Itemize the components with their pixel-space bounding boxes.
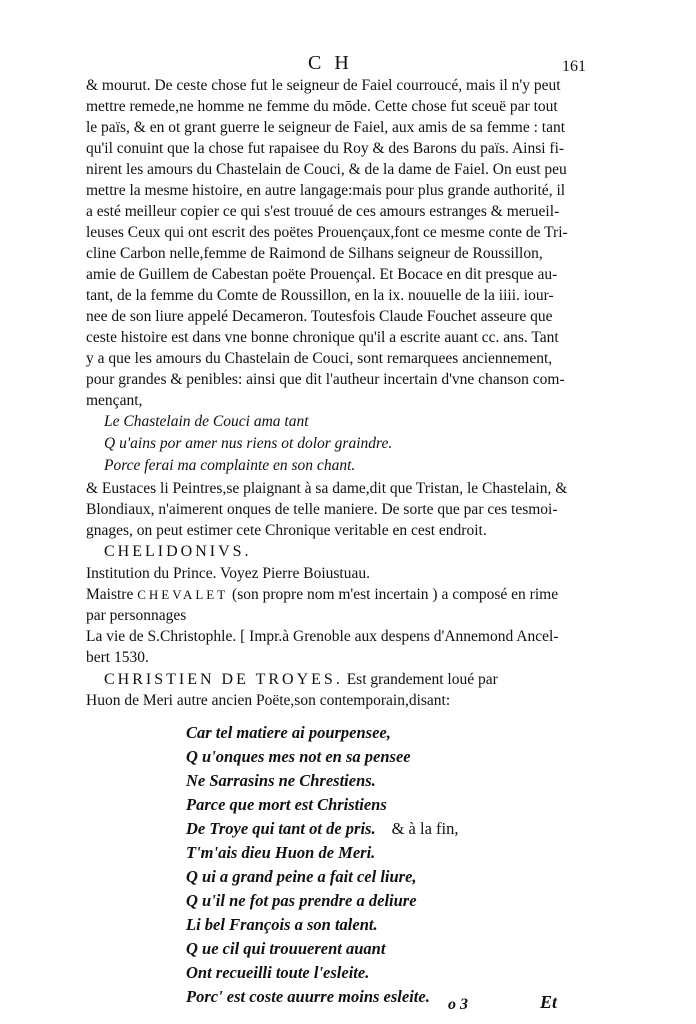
body-line: nirent les amours du Chastelain de Couci, & de la dame de Faiel. On eust peu xyxy=(86,161,567,178)
entry-text: (son propre nom m'est incertain ) a composé en rime xyxy=(228,586,559,603)
entry-text: par personnages xyxy=(86,607,187,624)
verse-line: Q u'ains por amer nus riens ot dolor graindre. xyxy=(104,435,393,452)
entry-chevalet xyxy=(86,585,558,605)
body-line: le païs, & en ot grant guerre le seigneur de Faiel, aux amis de sa femme : tant xyxy=(86,119,566,136)
verse-line: Q ui a grand peine a fait cel liure, xyxy=(186,867,417,886)
catchword: Et xyxy=(540,992,558,1012)
verse-line: Le Chastelain de Couci ama tant xyxy=(104,413,309,430)
verse-line: Li bel François a son talent. xyxy=(186,915,378,934)
entry-text: bert 1530. xyxy=(86,649,149,666)
body-line: nee de son liure appelé Decameron. Toutesfois Claude Fouchet asseure que xyxy=(86,308,553,325)
signature-mark: o 3 xyxy=(448,996,468,1013)
entry-heading-chevalet: CHEVALET xyxy=(137,587,229,602)
verse-line: Ont recueilli toute l'esleite. xyxy=(186,963,370,982)
body-line: mençant, xyxy=(86,392,143,409)
body-line: Blondiaux, n'aimerent onques de telle maniere. De sorte que par ces tesmoi- xyxy=(86,501,558,518)
body-line: cline Carbon nelle,femme de Raimond de Silhans seigneur de Roussillon, xyxy=(86,245,543,262)
body-line: & Eustaces li Peintres,se plaignant à sa dame,dit que Tristan, le Chastelain, & xyxy=(86,480,568,497)
verse-text: De Troye qui tant ot de pris. xyxy=(186,819,376,838)
verse-line: Q u'onques mes not en sa pensee xyxy=(186,747,411,766)
verse-line: T'm'ais dieu Huon de Meri. xyxy=(186,843,376,862)
body-line: qu'il conuint que la chose fut rapaisee du Roy & des Barons du païs. Ainsi fi- xyxy=(86,140,565,157)
body-line: mettre la mesme histoire, en autre langage:mais pour plus grande authorité, il xyxy=(86,182,566,199)
verse-line: Q ue cil qui trouuerent auant xyxy=(186,939,386,958)
verse-line: Porc' est coste auurre moins esleite. xyxy=(186,987,430,1006)
body-line: tant, de la femme du Comte de Roussillon, en la ix. nouuelle de la iiii. iour- xyxy=(86,287,554,304)
entry-christien xyxy=(104,670,498,690)
body-line: & mourut. De ceste chose fut le seigneur de Faiel courroucé, mais il n'y peut xyxy=(86,77,561,94)
body-line: ceste histoire est dans vne bonne chronique qu'il a escrite auant cc. ans. Tant xyxy=(86,329,559,346)
entry-text: Maistre xyxy=(86,586,138,603)
verse-line: Parce que mort est Christiens xyxy=(186,795,387,814)
body-line: amie de Guillem de Cabestan poëte Prouençal. Et Bocace en dit presque au- xyxy=(86,266,558,283)
entry-text: Institution du Prince. Voyez Pierre Boiustuau. xyxy=(86,565,370,582)
entry-text: Huon de Meri autre ancien Poëte,son contemporain,disant: xyxy=(86,692,451,709)
body-line: pour grandes & penibles: ainsi que dit l'autheur incertain d'vne chanson com- xyxy=(86,371,565,388)
verse-line: Porce ferai ma complainte en son chant. xyxy=(104,457,356,474)
verse-line: Car tel matiere ai pourpensee, xyxy=(186,723,391,742)
page-number: 161 xyxy=(562,58,586,75)
entry-text: Est grandement loué par xyxy=(342,671,498,688)
verse-line: Q u'il ne fot pas prendre a deliure xyxy=(186,891,417,910)
entry-heading-chelidonius: CHELIDONIVS. xyxy=(104,543,252,560)
verse-line xyxy=(186,818,459,840)
body-line: a esté meilleur copier ce qui s'est trouué de ces amours estranges & merueil- xyxy=(86,203,560,220)
body-line: mettre remede,ne homme ne femme du mōde. Cette chose fut sceuë par tout xyxy=(86,98,558,115)
entry-heading-christien: CHRISTIEN DE TROYES. xyxy=(104,671,343,688)
verse-line: Ne Sarrasins ne Chrestiens. xyxy=(186,771,376,790)
verse-aside: & à la fin, xyxy=(391,819,459,838)
body-line: y a que les amours du Chastelain de Couci, sont remarquees anciennement, xyxy=(86,350,553,367)
running-header-section: C H xyxy=(308,52,353,74)
body-line: leuses Ceux qui ont escrit des poëtes Prouençaux,font ce mesme conte de Tri- xyxy=(86,224,568,241)
entry-text: La vie de S.Christophle. [ Impr.à Grenoble aux despens d'Annemond Ancel- xyxy=(86,628,559,645)
body-line: gnages, on peut estimer cete Chronique veritable en cest endroit. xyxy=(86,522,487,539)
